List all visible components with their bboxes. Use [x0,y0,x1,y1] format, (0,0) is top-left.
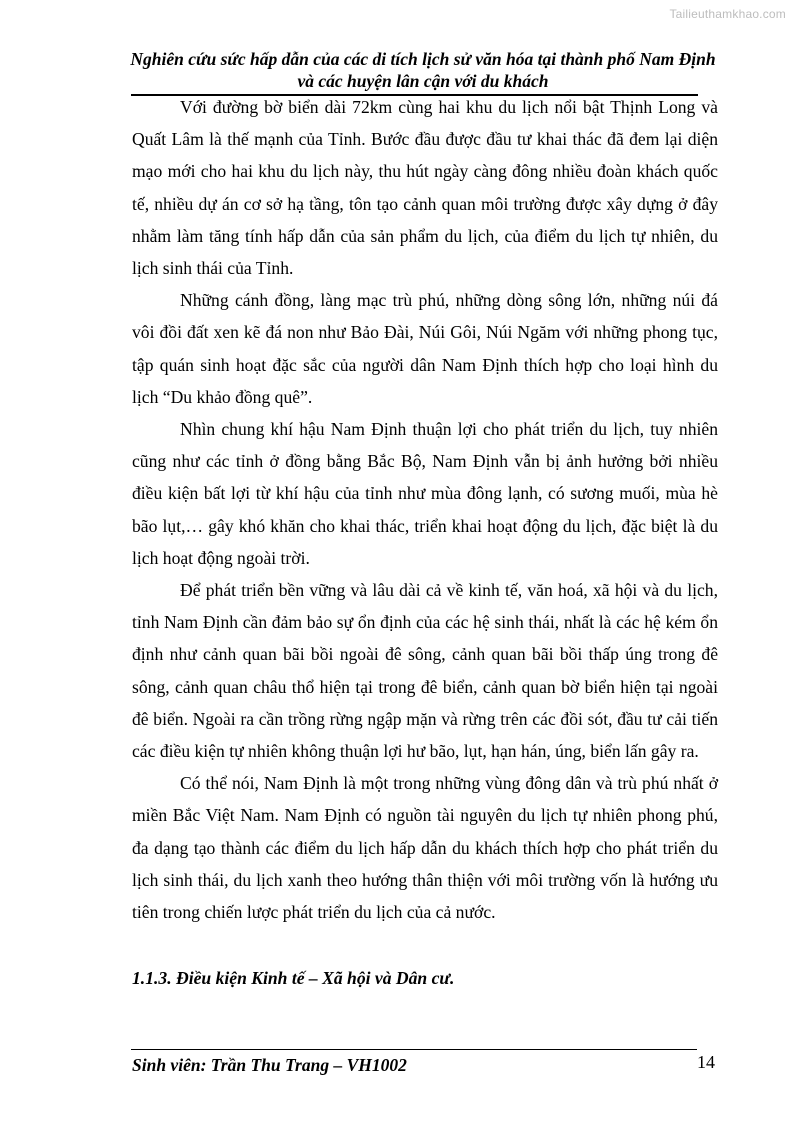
section-heading: 1.1.3. Điều kiện Kinh tế – Xã hội và Dân cư. [132,968,455,988]
paragraph-4: Để phát triển bền vững và lâu dài cả về kinh tế, văn hoá, xã hội và du lịch, tỉnh Nam Định cần đảm bảo sự ổn định của các hệ sinh thái, nhất là các hệ kém ổn định như cảnh quan bãi bồi ngoài đê sông, cảnh quan bãi bồi thấp úng trong đê sông, cảnh quan châu thổ hiện tại trong đê biển, cảnh quan bờ biển hiện tại ngoài đê biển. Ngoài ra cần trồng rừng ngập mặn và rừng trên các đồi sót, đầu tư cải tiến các điều kiện tự nhiên không thuận lợi hư bão, lụt, hạn hán, úng, biển lấn gây ra. [132,580,718,762]
paragraph-3: Nhìn chung khí hậu Nam Định thuận lợi cho phát triển du lịch, tuy nhiên cũng như các tỉnh ở đồng bằng Bắc Bộ, Nam Định vẫn bị ảnh hưởng bởi nhiều điều kiện bất lợi từ khí hậu của tỉnh như mùa đông lạnh, có sương muối, mùa hè bão lụt,… gây khó khăn cho khai thác, triển khai hoạt động du lịch, đặc biệt là du lịch hoạt động ngoài trời. [132,419,718,568]
footer-divider [131,1049,697,1050]
paragraph-2: Những cánh đồng, làng mạc trù phú, những dòng sông lớn, những núi đá vôi đồi đất xen kẽ đá non như Bảo Đài, Núi Gôi, Núi Ngăm với những phong tục, tập quán sinh hoạt đặc sắc của người dân Nam Định thích hợp cho loại hình du lịch “Du khảo đồng quê”. [132,290,718,407]
body-text [132,91,718,928]
running-header-title: Nghiên cứu sức hấp dẫn của các di tích lịch sử văn hóa tại thành phố Nam Định và các huyện lân cận với du khách [130,49,716,91]
footer-author: Sinh viên: Trần Thu Trang – VH1002 [132,1055,407,1075]
paragraph-5: Có thể nói, Nam Định là một trong những vùng đông dân và trù phú nhất ở miền Bắc Việt Nam. Nam Định có nguồn tài nguyên du lịch tự nhiên phong phú, đa dạng tạo thành các điểm du lịch hấp dẫn du khách thích hợp cho phát triển du lịch sinh thái, du lịch xanh theo hướng thân thiện với môi trường vốn là hướng ưu tiên trong chiến lược phát triển du lịch của cả nước. [132,773,718,923]
paragraph-1: Với đường bờ biển dài 72km cùng hai khu du lịch nổi bật Thịnh Long và Quất Lâm là thế mạnh của Tỉnh. Bước đầu được đầu tư khai thác đã đem lại diện mạo mới cho hai khu du lịch này, thu hút ngày càng đông nhiều đoàn khách quốc tế, nhiều dự án cơ sở hạ tầng, tôn tạo cảnh quan môi trường được xây dựng ở đây nhằm làm tăng tính hấp dẫn của sản phẩm du lịch, của điểm du lịch tự nhiên, du lịch sinh thái của Tỉnh. [132,97,718,279]
watermark-text: Tailieuthamkhao.com [669,7,786,21]
page-number: 14 [697,1052,715,1072]
